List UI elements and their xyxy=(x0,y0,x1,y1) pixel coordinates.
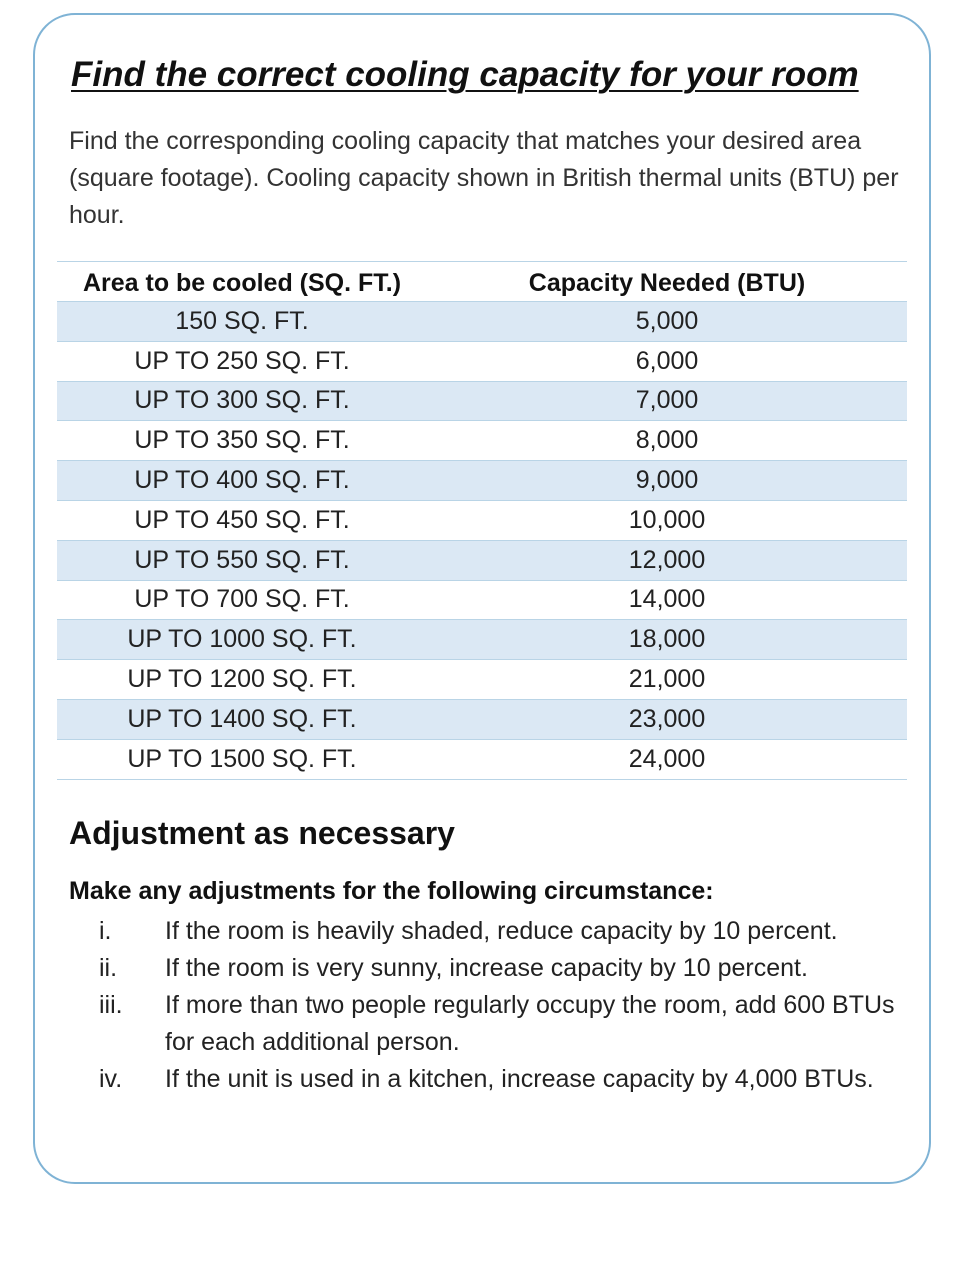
capacity-cell: 8,000 xyxy=(635,426,699,455)
table-row xyxy=(57,581,907,621)
area-cell: UP TO 250 SQ. FT. xyxy=(134,346,350,375)
area-cell: UP TO 550 SQ. FT. xyxy=(134,545,350,574)
table-row xyxy=(57,660,907,700)
table-row xyxy=(57,700,907,740)
capacity-cell: 24,000 xyxy=(628,744,706,773)
table-row xyxy=(57,740,907,780)
capacity-cell: 21,000 xyxy=(628,665,706,694)
area-cell: UP TO 1000 SQ. FT. xyxy=(127,625,357,654)
capacity-cell: 18,000 xyxy=(628,625,706,654)
table-row xyxy=(57,421,907,461)
list-numeral: iv. xyxy=(99,1065,123,1093)
capacity-cell: 10,000 xyxy=(628,505,706,534)
adjustment-lead: Make any adjustments for the following circumstance: xyxy=(69,877,714,905)
area-cell: UP TO 1500 SQ. FT. xyxy=(127,744,357,773)
area-cell: UP TO 400 SQ. FT. xyxy=(134,466,350,495)
area-cell: UP TO 1400 SQ. FT. xyxy=(127,704,357,733)
capacity-cell: 12,000 xyxy=(628,545,706,574)
area-cell: UP TO 350 SQ. FT. xyxy=(134,426,350,455)
table-row xyxy=(57,302,907,342)
capacity-cell: 7,000 xyxy=(635,386,699,415)
list-text: If the unit is used in a kitchen, increase capacity by 4,000 BTUs. xyxy=(165,1065,874,1093)
list-item xyxy=(69,987,899,1061)
list-item xyxy=(69,913,899,950)
page-title: Find the correct cooling capacity for your room xyxy=(71,55,859,94)
list-numeral: ii. xyxy=(99,954,118,982)
adjustment-list xyxy=(69,913,899,1098)
area-cell: UP TO 300 SQ. FT. xyxy=(134,386,350,415)
capacity-table xyxy=(57,261,907,780)
table-header xyxy=(57,262,907,302)
capacity-cell: 14,000 xyxy=(628,585,706,614)
table-row xyxy=(57,620,907,660)
header-capacity: Capacity Needed (BTU) xyxy=(528,269,806,297)
area-cell: 150 SQ. FT. xyxy=(175,306,309,335)
area-cell: UP TO 700 SQ. FT. xyxy=(134,585,350,614)
table-row xyxy=(57,541,907,581)
header-area: Area to be cooled (SQ. FT.) xyxy=(82,269,402,297)
list-item xyxy=(69,950,899,987)
capacity-cell: 9,000 xyxy=(635,466,699,495)
list-text: If the room is very sunny, increase capacity by 10 percent. xyxy=(165,954,808,982)
table-row xyxy=(57,342,907,382)
list-item xyxy=(69,1061,899,1098)
list-numeral: i. xyxy=(99,917,112,945)
table-row xyxy=(57,501,907,541)
table-row xyxy=(57,382,907,422)
list-text: If more than two people regularly occupy the room, add 600 BTUs for each additional person. xyxy=(165,991,895,1056)
adjustment-heading: Adjustment as necessary xyxy=(69,815,455,851)
table-row xyxy=(57,461,907,501)
capacity-cell: 6,000 xyxy=(635,346,699,375)
area-cell: UP TO 1200 SQ. FT. xyxy=(127,665,357,694)
capacity-cell: 23,000 xyxy=(628,704,706,733)
content-card xyxy=(33,13,931,1184)
intro-paragraph: Find the corresponding cooling capacity that matches your desired area (square footage). Cooling capacity shown in British thermal units (BTU) per hour. xyxy=(69,127,899,229)
area-cell: UP TO 450 SQ. FT. xyxy=(134,505,350,534)
capacity-cell: 5,000 xyxy=(635,306,699,335)
list-numeral: iii. xyxy=(99,991,123,1019)
list-text: If the room is heavily shaded, reduce capacity by 10 percent. xyxy=(165,917,838,945)
